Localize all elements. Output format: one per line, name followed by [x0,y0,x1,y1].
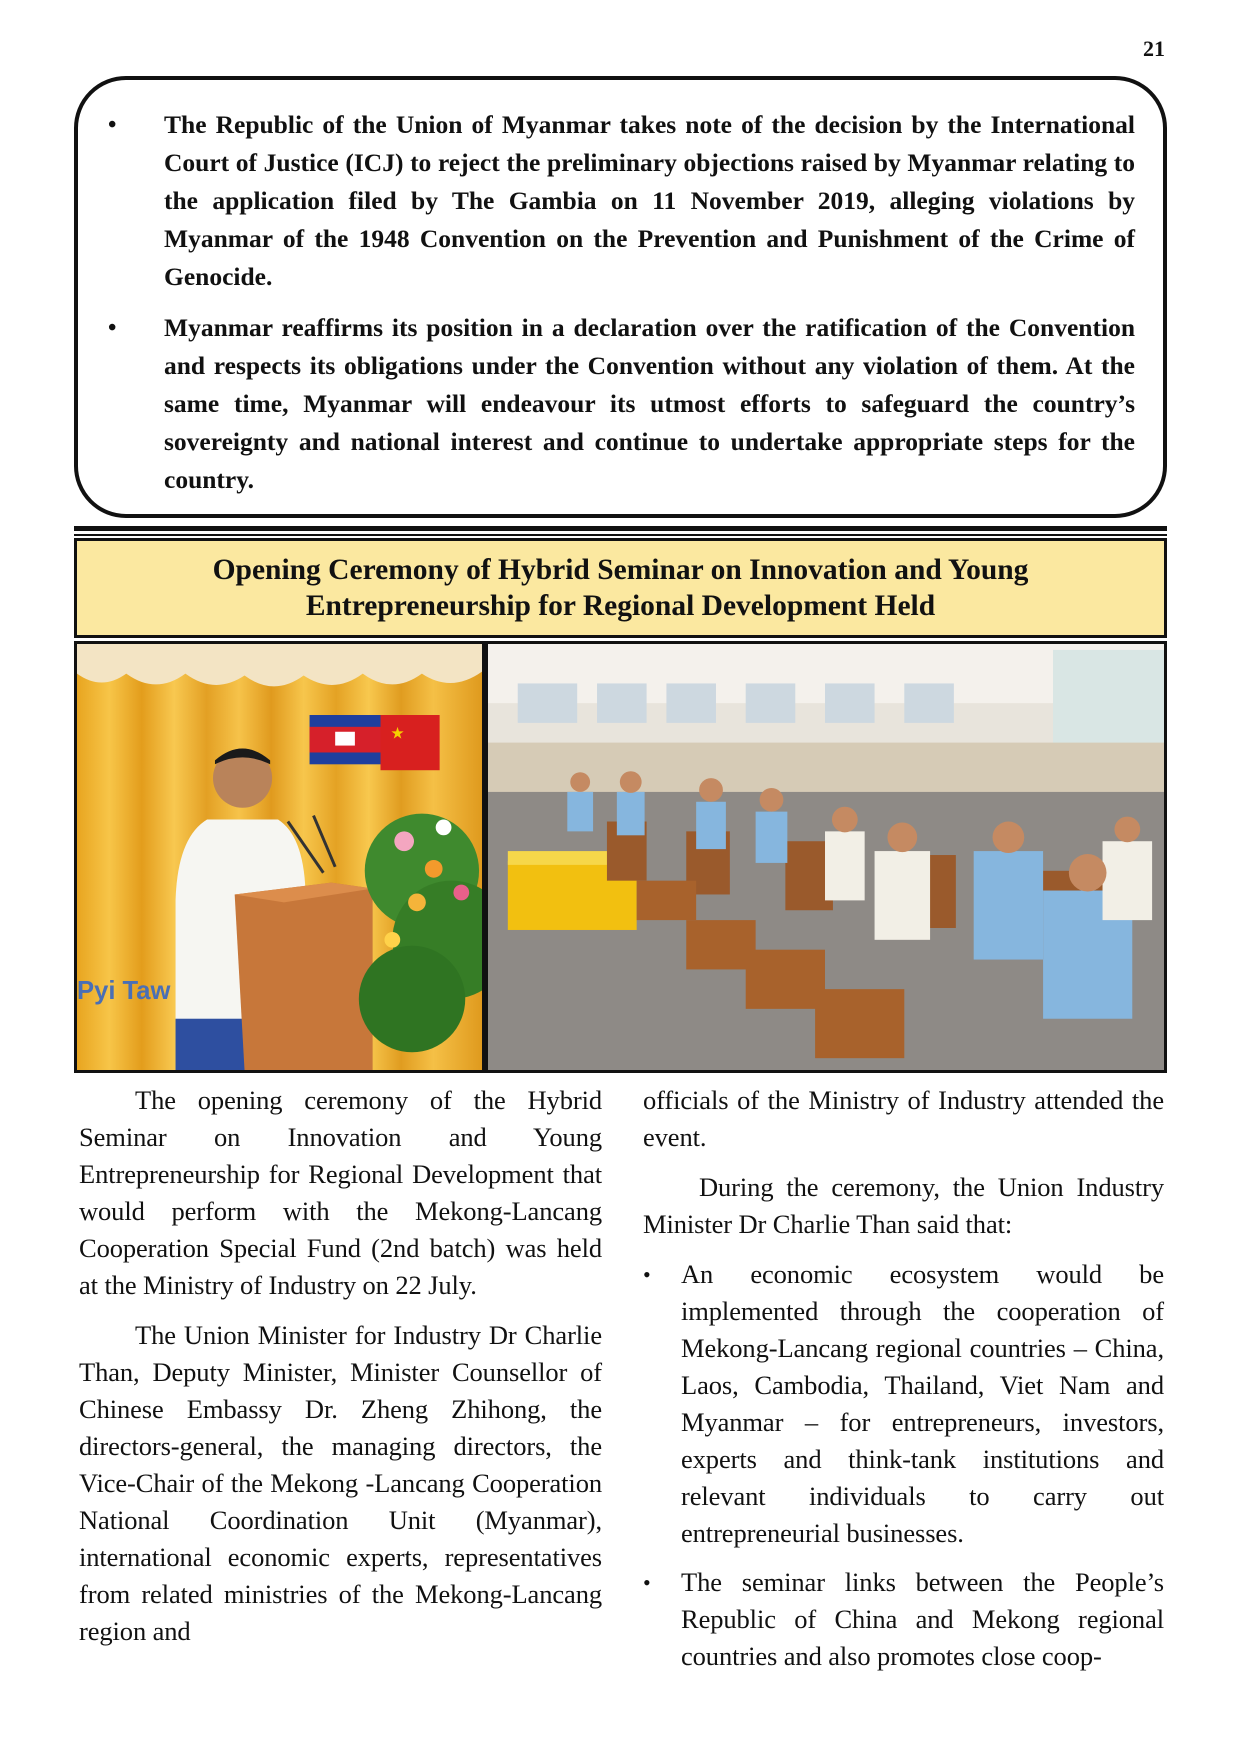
article-column-right [643,1082,1164,1687]
statement-text: Myanmar reaffirms its position in a declaration over the ratification of the Convention and respects its obligations under the Convention without any violation of them. At the same time, Myanmar will endeavour its utmost efforts to safeguard the country’s sovereignty and national interest and continue to undertake appropriate steps for the country. [164,313,1135,494]
statement-bullet [106,106,1135,296]
speaker-photo-illustration [77,644,482,1070]
statement-list [106,106,1135,499]
svg-text:★: ★ [390,725,405,743]
bullet-icon: • [108,315,117,341]
statement-text: The Republic of the Union of Myanmar takes note of the decision by the International Court of Justice (ICJ) to reject the preliminary objections raised by Myanmar relating to the application filed by The Gambia on 11 November 2019, alleging violations by Myanmar of the 1948 Convention on the Prevention and Punishment of the Crime of Genocide. [164,110,1135,291]
speaker-photo-overlay-text: Pyi Taw [77,976,171,1006]
photo-speaker [74,641,485,1073]
headline-line-2: Entrepreneurship for Regional Development Held [305,590,936,622]
quote-text: An economic ecosystem would be implemented through the cooperation of Mekong-Lancang regional countries – China, Laos, Cambodia, Thailand, Viet Nam and Myanmar – for entrepreneurs, investors, experts and think-tank institutions and relevant individuals to carry out entrepreneurial businesses. [681,1259,1164,1548]
section-divider [74,526,1167,531]
headline-line-1: Opening Ceremony of Hybrid Seminar on Innovation and Young [212,554,1029,586]
quote-bullet [643,1256,1164,1552]
bullet-icon: • [643,1262,651,1287]
article-paragraph: During the ceremony, the Union Industry Minister Dr Charlie Than said that: [643,1172,1164,1239]
statement-box [74,76,1167,518]
section-divider-thin [74,534,1167,536]
audience-photo-illustration [488,644,1164,1070]
quote-bullet [643,1564,1164,1675]
article-paragraph: The Union Minister for Industry Dr Charlie Than, Deputy Minister, Minister Counsellor of Chinese Embassy Dr. Zheng Zhihong, the directors-general, the managing directors, the Vice-Chair of the Mekong -Lancang Cooperation National Coordination Unit (Myanmar), international economic experts, representatives from related ministries of the Mekong-Lancang region and [79,1320,602,1646]
article-paragraph: The opening ceremony of the Hybrid Seminar on Innovation and Young Entrepreneurship for Regional Development that would perform with the Mekong-Lancang Cooperation Special Fund (2nd batch) was held at the Ministry of Industry on 22 July. [79,1085,602,1300]
article-column-left [79,1082,602,1663]
bullet-icon: • [108,112,117,138]
page-number: 21 [1143,36,1165,61]
article-paragraph-continuation: officials of the Ministry of Industry attended the event. [643,1085,1164,1152]
photo-audience [485,641,1167,1073]
article-headline [74,538,1167,638]
quote-text: The seminar links between the People’s Republic of China and Mekong regional countries and also promotes close coop- [681,1567,1164,1671]
statement-bullet [106,309,1135,499]
bullet-icon: • [643,1570,651,1595]
quote-list [643,1256,1164,1675]
